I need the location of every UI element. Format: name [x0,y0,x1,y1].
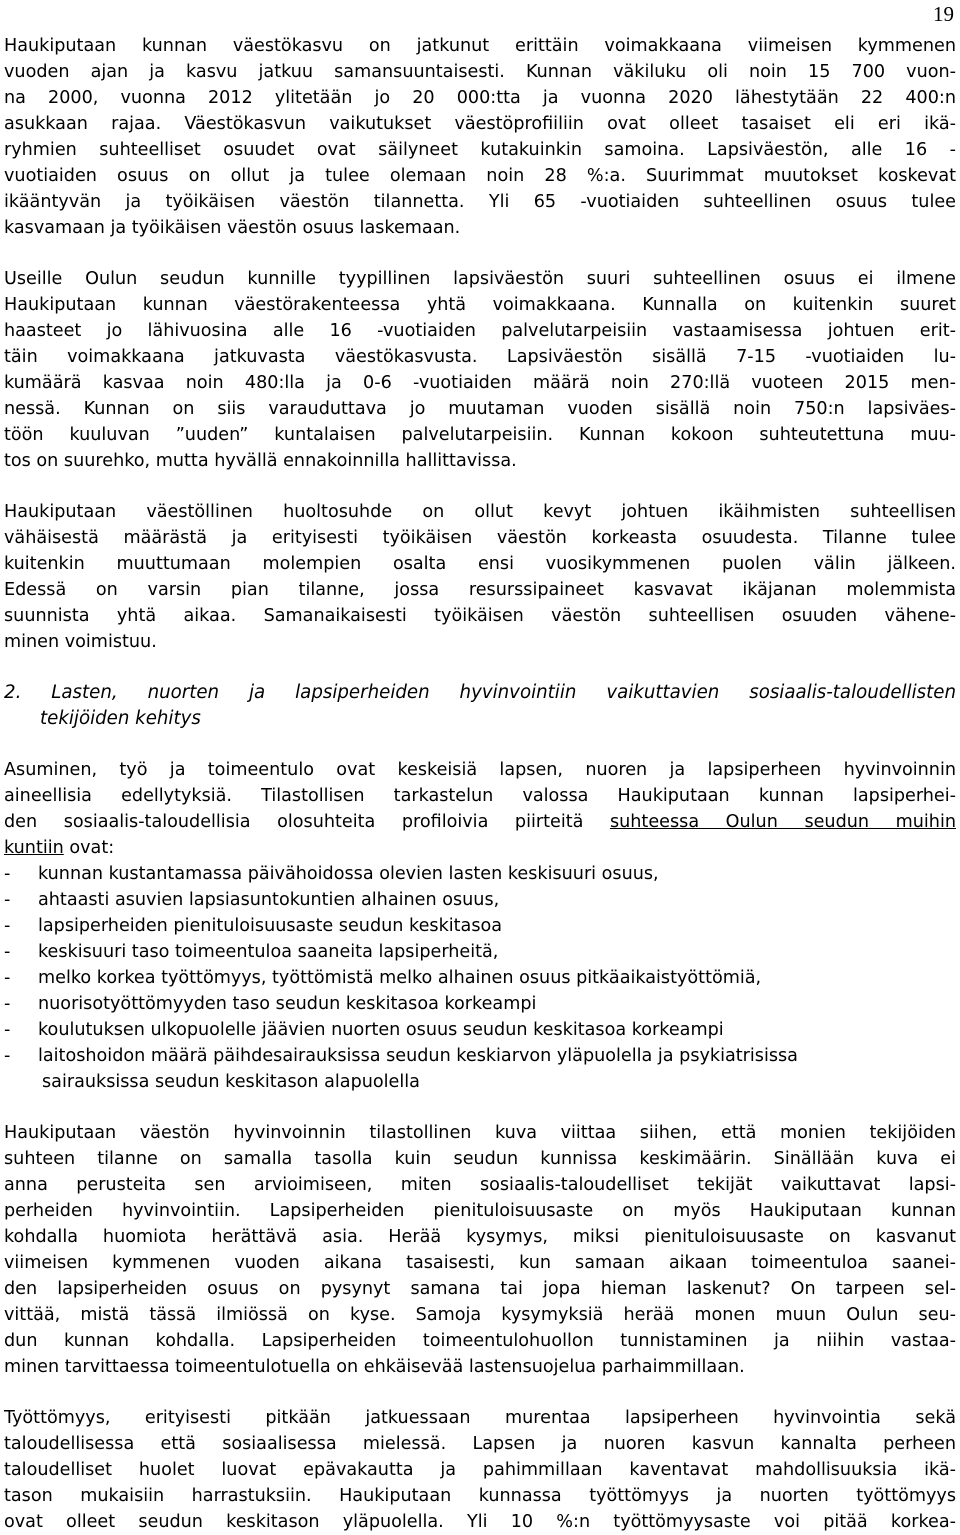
paragraph-unemployment [4,1405,956,1535]
list-item [4,991,956,1017]
text-line: Asuminen, työ ja toimeentulo ovat keskeisiä lapsen, nuoren ja lapsiperheen hyvinvoinnin [4,760,956,780]
text-line: Edessä on varsin pian tilanne, jossa resurssipaineet kasvavat ikäjanan molemmista [4,580,956,600]
text-line: Haukiputaan väestön hyvinvoinnin tilastollinen kuva viittaa siihen, että monien tekijöiden [4,1123,956,1143]
text-line [4,809,956,835]
text-line: töön kuuluvan ”uuden” kuntalaisen palvelutarpeisiin. Kunnan kokoon suhteutettuna muu- [4,425,956,445]
text-line: vittää, mistä tässä ilmiössä on kyse. Samoja kysymyksiä herää monen muun Oulun seu- [4,1305,956,1325]
text-line: ryhmien suhteelliset osuudet ovat säilyneet kutakuinkin samoina. Lapsiväestön, alle 16 - [4,140,956,160]
paragraph-socioeconomic-intro [4,757,956,861]
underlined-phrase: kuntiin [4,838,64,858]
page-number: 19 [933,2,954,26]
bullet-dash: - [4,890,11,910]
list-item-text: sairauksissa seudun keskitason alapuolella [42,1072,420,1092]
list-item [4,965,956,991]
text-line: vuoden ajan ja kasvu jatkuu samansuuntaisesti. Kunnan väkiluku oli noin 15 700 vuon- [4,62,956,82]
paragraph-dependency-ratio [4,499,956,655]
text-line: tason mukaisiin harrastuksiin. Haukiputaan kunnassa työttömyys ja nuorten työttömyys [4,1486,956,1506]
text-line: vuotiaiden osuus on ollut ja tulee olemaan noin 28 %:a. Suurimmat muutokset koskevat [4,166,956,186]
text-line: kumäärä kasvaa noin 480:lla ja 0-6 -vuotiaiden määrä noin 270:llä vuoteen 2015 men- [4,373,956,393]
text-line: aineellisia edellytyksiä. Tilastollisen tarkastelun valossa Haukiputaan kunnan lapsiperhei- [4,786,956,806]
bullet-list [4,861,956,1095]
list-item-text: ahtaasti asuvien lapsiasuntokuntien alhainen osuus, [38,890,500,910]
text-line: Haukiputaan kunnan väestökasvu on jatkunut erittäin voimakkaana viimeisen kymmenen [4,36,956,56]
text-line: haasteet jo lähivuosina alle 16 -vuotiaiden palvelutarpeisiin vastaamisessa johtuen erit- [4,321,956,341]
text-line: perheiden hyvinvointiin. Lapsiperheiden pienituloisuusaste on myös Haukiputaan kunnan [4,1201,956,1221]
text-line: Haukiputaan väestöllinen huoltosuhde on ollut kevyt johtuen ikäihmisten suhteellisen [4,502,956,522]
text-line: minen tarvittaessa toimeentulotuella on ehkäisevää lastensuojelua parhaimmillaan. [4,1357,745,1377]
text-line: tos on suurehko, mutta hyvällä ennakoinnilla hallittavissa. [4,451,517,471]
bullet-dash: - [4,994,11,1014]
document-body [4,0,956,1535]
list-item-text: laitoshoidon määrä päihdesairauksissa seudun keskiarvon yläpuolella ja psykiatrisissa [38,1046,798,1066]
text-line: nessä. Kunnan on siis varauduttava jo muutaman vuoden sisällä noin 750:n lapsiväes- [4,399,956,419]
text-line: kasvamaan ja työikäisen väestön osuus laskemaan. [4,218,461,238]
list-item [4,861,956,887]
bullet-dash: - [4,942,11,962]
text-line: suhteen tilanne on samalla tasolla kuin seudun kunnissa keskimäärin. Sinällään kuva ei [4,1149,956,1169]
text-line: Työttömyys, erityisesti pitkään jatkuessaan murentaa lapsiperheen hyvinvointia sekä [4,1408,956,1428]
text-line: asukkaan rajaa. Väestökasvun vaikutukset väestöprofiiliin ovat olleet tasaiset eli eri ikä- [4,114,956,134]
text-line: kohdalla huomiota herättävä asia. Herää kysymys, miksi pienituloisuusaste on kasvanut [4,1227,956,1247]
section-heading [4,680,956,732]
text-segment: den sosiaalis-taloudellisia olosuhteita profiloivia piirteitä [4,812,610,832]
text-line [4,835,956,861]
text-line: ikääntyvän ja työikäisen väestön tilannetta. Yli 65 -vuotiaiden suhteellinen osuus tulee [4,192,956,212]
list-item [4,913,956,939]
list-item [4,1017,956,1043]
list-item-text: lapsiperheiden pienituloisuusaste seudun keskitasoa [38,916,503,936]
text-line: viimeisen kymmenen vuoden aikana tasaisesti, kun samaan aikaan toimeentuloa saanei- [4,1253,956,1273]
bullet-dash: - [4,916,11,936]
bullet-dash: - [4,1046,11,1066]
bullet-dash: - [4,864,11,884]
section-heading-line-1: 2. Lasten, nuorten ja lapsiperheiden hyvinvointiin vaikuttavien sosiaalis-taloudellisten [4,682,956,703]
text-line: na 2000, vuonna 2012 ylitetään jo 20 000:tta ja vuonna 2020 lähestytään 22 400:n [4,88,956,108]
text-line: Useille Oulun seudun kunnille tyypillinen lapsiväestön suuri suhteellinen osuus ei ilmene [4,269,956,289]
bullet-dash: - [4,968,11,988]
text-line: vähäisestä määrästä ja erityisesti työikäisen väestön korkeasta osuudesta. Tilanne tulee [4,528,956,548]
list-item-text: keskisuuri taso toimeentuloa saaneita lapsiperheitä, [38,942,499,962]
text-line: taloudellisessa että sosiaalisessa mielessä. Lapsen ja nuoren kasvun kannalta perheen [4,1434,956,1454]
list-item-text: nuorisotyöttömyyden taso seudun keskitasoa korkeampi [38,994,537,1014]
bullet-dash: - [4,1020,11,1040]
text-line: kuitenkin muuttumaan molempien osalta ensi vuosikymmenen puolen välin jälkeen. [4,554,956,574]
list-item [4,939,956,965]
list-item-text: koulutuksen ulkopuolelle jäävien nuorten osuus seudun keskitasoa korkeampi [38,1020,724,1040]
text-line: ovat olleet seudun keskitason yläpuolella. Yli 10 %:n työttömyysaste voi pitää korkea- [4,1512,956,1532]
text-line: taloudelliset huolet luovat epävakautta ja pahimmillaan kaventavat mahdollisuuksia ikä- [4,1460,956,1480]
paragraph-population-growth [4,33,956,241]
text-line: minen voimistuu. [4,632,157,652]
list-item [4,887,956,913]
text-line: den lapsiperheiden osuus on pysynyt samana tai jopa hieman laskenut? On tarpeen sel- [4,1279,956,1299]
list-item [4,1043,956,1069]
paragraph-child-population [4,266,956,474]
list-item-text: melko korkea työttömyys, työttömistä melko alhainen osuus pitkäaikaistyöttömiä, [38,968,762,988]
list-item-text: kunnan kustantamassa päivähoidossa olevien lasten keskisuuri osuus, [38,864,659,884]
text-line: dun kunnan kohdalla. Lapsiperheiden toimeentulohuollon tunnistaminen ja niihin vastaa- [4,1331,956,1351]
text-segment: ovat: [63,838,115,858]
paragraph-wellbeing-statistics [4,1120,956,1380]
underlined-phrase: suhteessa Oulun seudun muihin [609,812,956,832]
text-line: suunnista yhtä aikaa. Samanaikaisesti työikäisen väestön suhteellisen osuuden vähene- [4,606,956,626]
section-heading-line-2: tekijöiden kehitys [40,708,201,729]
text-line: anna perusteita sen arvioimiseen, miten sosiaalis-taloudelliset tekijät vaikuttavat lapsi- [4,1175,956,1195]
text-line: täin voimakkaana jatkuvasta väestökasvusta. Lapsiväestön sisällä 7-15 -vuotiaiden lu- [4,347,956,367]
list-item-continuation [4,1069,956,1095]
text-line: Haukiputaan kunnan väestörakenteessa yhtä voimakkaana. Kunnalla on kuitenkin suuret [4,295,956,315]
